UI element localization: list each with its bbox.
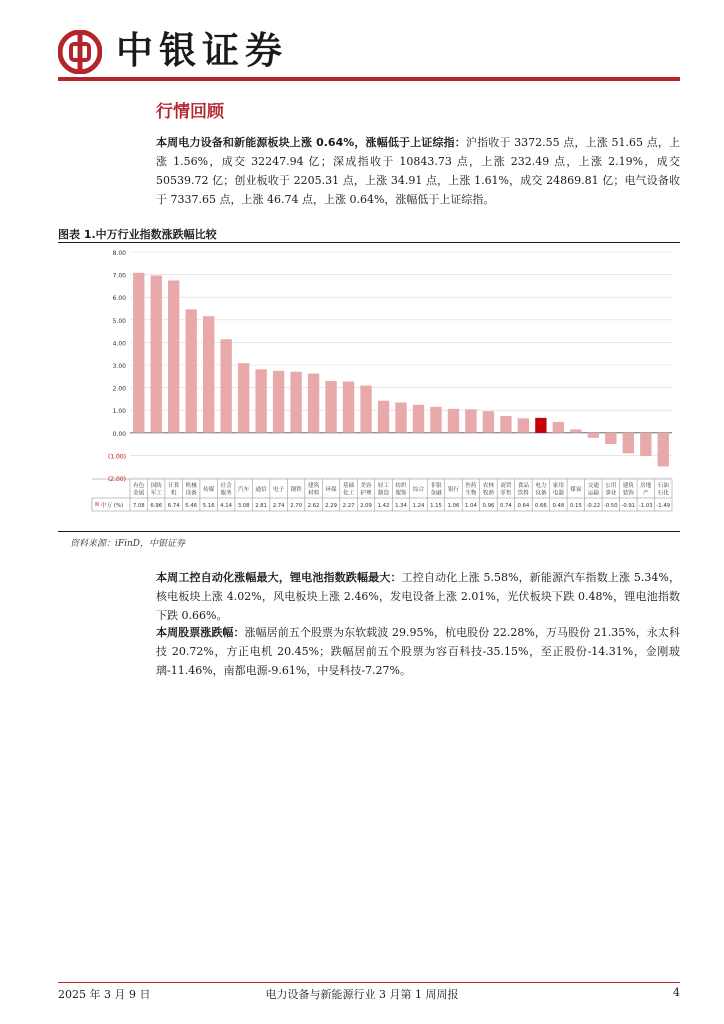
brand-name: 中银证券 — [116, 29, 288, 72]
footer-rule — [58, 982, 680, 983]
value-label: 7.08 — [132, 503, 145, 509]
category-label: 电器 — [552, 490, 564, 497]
value-label: 0.96 — [482, 503, 495, 509]
category-label: 通信 — [255, 487, 267, 493]
category-label: 护理 — [360, 490, 372, 497]
bar — [186, 309, 197, 432]
paragraph-lead: 本周股票涨跌幅： — [156, 626, 245, 639]
category-label: 金融 — [430, 490, 442, 497]
value-label: 2.74 — [272, 503, 285, 509]
category-label: 化工 — [342, 490, 355, 497]
category-label: 轻工 — [377, 483, 390, 489]
bar — [133, 273, 144, 433]
source-note: 资料来源：iFinD，中银证券 — [70, 539, 186, 549]
category-label: 石化 — [657, 490, 669, 497]
bar — [535, 418, 546, 433]
y-tick-label: 6.00 — [112, 295, 126, 303]
bar — [430, 407, 441, 433]
value-label: -1.49 — [656, 503, 671, 509]
category-label: 材料 — [307, 490, 320, 497]
value-label: 2.27 — [342, 503, 355, 509]
value-label: 0.64 — [517, 503, 530, 509]
category-label: 电力 — [535, 483, 547, 489]
paragraph-body: 沪指收于 3372.55 点，上涨 51.65 点，上涨 1.56%，成交 32247.94 亿；深成指收于 10843.73 点，上涨 232.49 点，上涨 2.19%，成交 50539.72 亿；创业板收于 2205.31 点，上涨 34.91 点，上涨 1.61%，成交 24869.81 亿；电气设备收于 7337.65 点，上涨 46.74 点，上涨 0.64%，涨幅低于上证综指。 — [156, 136, 680, 206]
category-label: 产 — [642, 490, 649, 497]
category-label: 传媒 — [203, 487, 215, 493]
category-label: 商贸 — [500, 483, 512, 489]
category-label: 服饰 — [395, 490, 407, 497]
legend-swatch — [95, 502, 99, 506]
category-label: 机械 — [185, 483, 197, 489]
bar — [465, 409, 476, 433]
value-label: 6.74 — [167, 503, 180, 509]
value-label: 6.96 — [150, 503, 163, 509]
value-label: 2.81 — [255, 503, 268, 509]
table-row-label: 中万 (%) — [101, 503, 124, 509]
value-label: -0.22 — [586, 503, 601, 509]
bar — [570, 429, 581, 432]
bar — [308, 374, 319, 433]
bar — [413, 405, 424, 433]
category-label: 电子 — [273, 487, 285, 493]
value-label: -1.03 — [638, 503, 653, 509]
category-label: 金属 — [133, 490, 145, 497]
category-label: 计算 — [168, 483, 180, 489]
paragraph-market-review — [156, 133, 680, 209]
y-tick-label: 8.00 — [112, 250, 126, 257]
section-title: 行情回顾 — [156, 102, 224, 122]
category-label: 制造 — [377, 490, 390, 497]
bar — [378, 401, 389, 433]
bar — [483, 411, 494, 433]
source-rule — [58, 531, 680, 532]
category-label: 机 — [170, 490, 177, 497]
value-label: 0.15 — [569, 503, 582, 509]
footer-page-number: 4 — [673, 986, 680, 999]
category-label: 运输 — [587, 490, 599, 497]
bar — [343, 381, 354, 432]
category-label: 军工 — [150, 490, 162, 497]
category-label: 建筑 — [307, 483, 320, 489]
paragraph-lead: 本周工控自动化涨幅最大，锂电池指数跌幅最大： — [156, 571, 402, 584]
paragraph-body: 涨幅居前五个股票为东软载波 29.95%，杭电股份 22.28%，万马股份 21.35%，永太科技 20.72%，方正电机 20.45%；跌幅居前五个股票为容百科技-35.15%，至正股份-14.31%，金刚玻璃-11.46%，南都电源-9.61%，中旻科技-7.27%。 — [156, 626, 681, 677]
chart-data-table — [92, 479, 672, 511]
y-tick-label: 4.00 — [112, 340, 126, 348]
category-label: 环保 — [325, 487, 337, 493]
category-label: 设备 — [185, 490, 197, 497]
bar — [448, 409, 459, 433]
boc-logo — [58, 30, 102, 74]
category-label: 房地 — [640, 483, 652, 489]
value-label: 1.24 — [412, 503, 425, 509]
bar — [151, 276, 162, 433]
category-label: 饮料 — [517, 490, 529, 497]
paragraph-stocks — [156, 623, 680, 680]
y-tick-label: 7.00 — [112, 272, 126, 280]
bar — [290, 372, 301, 433]
category-label: 基础 — [342, 483, 355, 489]
bar — [238, 363, 249, 433]
value-label: 4.14 — [220, 503, 233, 509]
category-label: 交通 — [587, 483, 599, 489]
category-label: 医药 — [465, 483, 477, 489]
bar — [325, 381, 336, 433]
value-label: 5.46 — [185, 503, 198, 509]
bar — [273, 371, 284, 433]
bar — [553, 422, 564, 433]
value-label: 2.09 — [360, 503, 372, 509]
value-label: 2.70 — [290, 503, 302, 509]
bar — [623, 433, 634, 454]
value-label: 0.74 — [500, 503, 512, 509]
category-label: 煤炭 — [570, 487, 582, 493]
category-label: 农林 — [482, 483, 495, 489]
bar — [168, 280, 179, 432]
y-tick-label: (1.00) — [107, 453, 126, 461]
value-label: 1.15 — [430, 503, 442, 509]
category-label: 食品 — [517, 483, 529, 489]
bar — [518, 418, 529, 432]
y-tick-label: 5.00 — [112, 317, 126, 325]
value-label: 1.06 — [447, 503, 460, 509]
value-label: 0.66 — [534, 503, 547, 509]
bar — [588, 433, 599, 438]
bar — [220, 339, 231, 433]
category-label: 钢铁 — [290, 487, 302, 493]
paragraph-lead: 本周电力设备和新能源板块上涨 0.64%，涨幅低于上证综指： — [156, 136, 466, 149]
chart-bars — [133, 273, 669, 467]
value-label: 5.16 — [202, 503, 215, 509]
category-label: 家用 — [552, 483, 564, 489]
value-label: 1.34 — [395, 503, 407, 509]
paragraph-subsector — [156, 568, 680, 625]
category-label: 银行 — [447, 487, 460, 493]
category-label: 国防 — [150, 483, 162, 489]
value-label: 1.04 — [465, 503, 477, 509]
bar — [203, 316, 214, 433]
value-label: -0.50 — [603, 503, 618, 509]
chart-y-ticks — [108, 250, 126, 483]
bar — [255, 369, 266, 433]
category-label: 纺织 — [395, 483, 407, 489]
header-rule — [58, 77, 680, 81]
value-label: 2.62 — [307, 503, 320, 509]
category-label: 公用 — [605, 483, 617, 489]
y-tick-label: 1.00 — [112, 408, 126, 416]
category-label: 牧渔 — [482, 490, 495, 497]
category-label: 社会 — [220, 483, 232, 489]
category-label: 装饰 — [622, 490, 634, 497]
category-label: 石油 — [657, 483, 669, 489]
category-label: 美容 — [360, 483, 372, 489]
category-label: 事业 — [605, 490, 617, 497]
bar — [360, 386, 371, 433]
category-label: 汽车 — [238, 487, 250, 493]
category-label: 设备 — [535, 490, 547, 497]
footer-title: 电力设备与新能源行业 3 月第 1 周周报 — [265, 988, 459, 1001]
bar — [395, 403, 406, 433]
y-tick-label: (2.00) — [107, 476, 126, 483]
bar — [500, 416, 511, 433]
category-label: 零售 — [500, 490, 512, 497]
value-label: 3.08 — [237, 503, 250, 509]
footer-date: 2025 年 3 月 9 日 — [58, 988, 151, 1001]
y-tick-label: 3.00 — [112, 363, 126, 370]
figure-caption: 图表 1.中万行业指数涨跌幅比较 — [58, 228, 217, 241]
category-label: 综合 — [412, 487, 425, 493]
value-label: 1.42 — [377, 503, 390, 509]
y-tick-label: 2.00 — [112, 385, 126, 393]
category-label: 非银 — [430, 483, 442, 489]
bar — [640, 433, 651, 456]
category-label: 服务 — [220, 490, 232, 497]
category-label: 生物 — [465, 490, 477, 497]
bar — [658, 433, 669, 467]
category-label: 建筑 — [622, 483, 634, 489]
value-label: 2.29 — [325, 503, 337, 509]
value-label: 0.48 — [552, 503, 565, 509]
paragraph-body: 工控自动化上涨 5.58%，新能源汽车指数上涨 5.34%，核电板块上涨 4.02%，风电板块上涨 2.46%，发电设备上涨 2.01%，光伏板块下跌 0.48%，锂电池指数下跌 0.66%。 — [156, 571, 680, 622]
bar — [605, 433, 616, 444]
industry-change-bar-chart — [58, 243, 680, 513]
value-label: -0.91 — [621, 503, 636, 509]
category-label: 有色 — [133, 483, 145, 489]
y-tick-label: 0.00 — [112, 430, 126, 438]
